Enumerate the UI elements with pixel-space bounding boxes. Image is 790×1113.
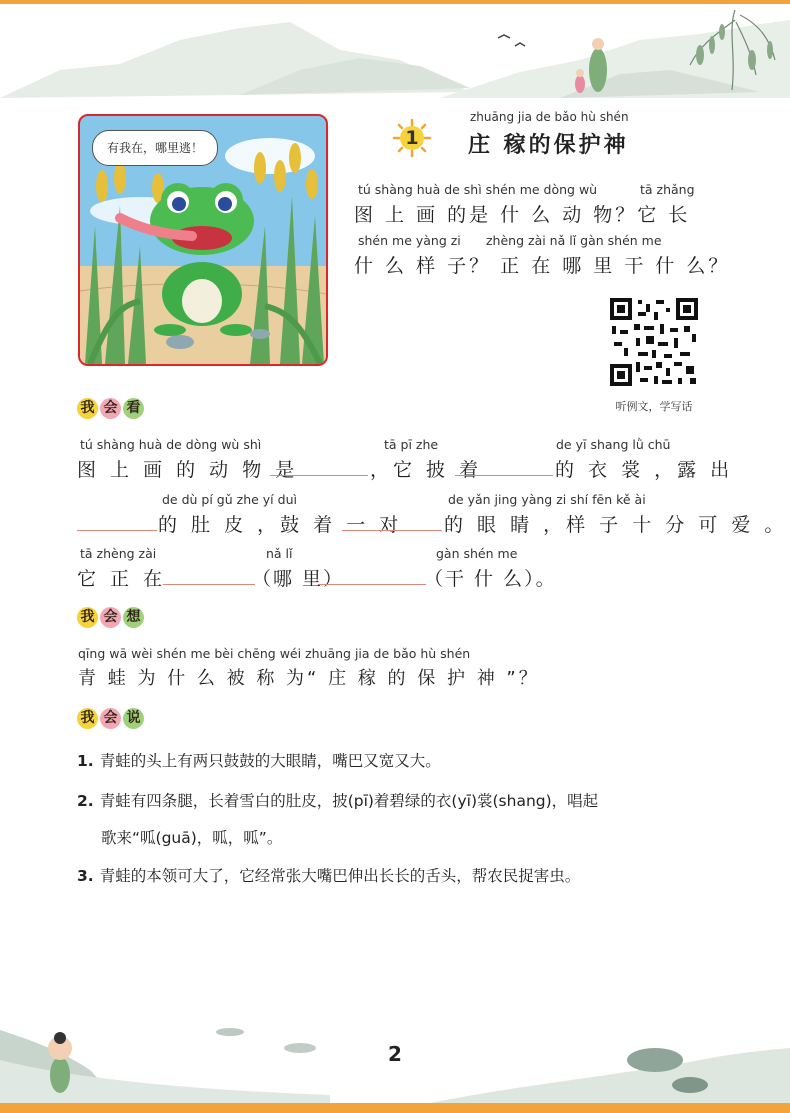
section-look-heading [77,396,147,422]
heading-char: 说 [126,710,141,726]
list-number: 2. [77,792,94,810]
qr-code[interactable] [610,298,698,386]
list-item-continued [101,826,282,848]
list-item [77,864,580,886]
intro-line1-text: 图 上 画 的是 什 么 动 物？它 长 [354,204,691,226]
look-line3-text-3: （干 什 么）。 [424,568,557,590]
mountain-landscape-decoration [0,0,790,100]
intro-line2-pinyin-a: shén me yàng zi [358,233,461,248]
lesson-title: 庄 稼的保护神 [468,133,629,158]
look-line3-pinyin-b: nǎ lǐ [266,546,293,561]
blank-where[interactable] [163,584,255,585]
heading-char: 会 [103,710,118,726]
list-text: 青蛙的头上有两只鼓鼓的大眼睛，嘴巴又宽又大。 [99,752,441,770]
qr-caption: 听例文，学写话 [615,400,693,413]
look-line3-pinyin-c: gàn shén me [436,546,518,561]
blank-animal[interactable] [270,475,368,476]
blank-doing-what[interactable] [318,584,426,585]
list-text: 歌来“呱(guā)，呱，呱”。 [101,829,283,847]
list-item [77,749,441,771]
list-item [77,789,598,811]
look-line1-text-2: ，它 披 着 [370,459,483,481]
page-number: 2 [388,1042,402,1066]
look-line1-pinyin-c: de yī shang lǜ chū [556,437,671,452]
section-think-heading [77,605,147,631]
look-line1-pinyin-a: tú shàng huà de dòng wù shì [80,437,262,452]
heading-char: 想 [126,609,141,625]
look-line2-pinyin-a: de dù pí gǔ zhe yí duì [162,492,297,507]
intro-line2-pinyin-b: zhèng zài nǎ lǐ gàn shén me [486,233,662,248]
list-text: 青蛙有四条腿，长着雪白的肚皮，披(pī)着碧绿的衣(yī)裳(shang)，唱起 [99,792,599,810]
blank-eyes[interactable] [342,530,442,531]
heading-char: 我 [80,400,95,416]
blank-belly[interactable] [77,530,157,531]
list-text: 青蛙的本领可大了，它经常张大嘴巴伸出长长的舌头，帮农民捉害虫。 [99,867,581,885]
intro-line1-pinyin-b: tā zhǎng [640,182,695,197]
intro-line1-pinyin-a: tú shàng huà de shì shén me dòng wù [358,182,598,197]
heading-char: 我 [80,609,95,625]
look-line3-text-2: （哪 里） [252,568,345,590]
look-line3-text-1: 它 正 在 [77,568,167,590]
heading-char: 会 [103,400,118,416]
lesson-title-pinyin: zhuāng jia de bǎo hù shén [470,110,629,124]
list-number: 3. [77,867,94,885]
look-line3-pinyin-a: tā zhèng zài [80,546,157,561]
section-say-heading [77,706,147,732]
list-number: 1. [77,752,94,770]
think-question: 青 蛙 为 什 么 被 称 为“ 庄 稼 的 保 护 神 ”？ [78,668,540,689]
lesson-number-sun [392,118,432,158]
think-pinyin: qīng wā wèi shén me bèi chēng wéi zhuāng jia de bǎo hù shén [78,646,471,661]
heading-char: 看 [126,400,141,416]
heading-char: 我 [80,710,95,726]
bottom-accent-bar [0,1103,790,1113]
speech-bubble [92,130,218,166]
look-line2-text-2: 的 眼 睛 ，样 子 十 分 可 爱 。 [444,514,788,536]
look-line1-text-1: 图 上 画 的 动 物 是 [77,459,299,481]
intro-line2-text: 什 么 样 子？ 正 在 哪 里 干 什 么？ [354,255,731,277]
lesson-number: 1 [405,127,419,149]
heading-char: 会 [103,609,118,625]
frog-illustration [78,114,328,366]
look-line2-pinyin-b: de yǎn jing yàng zi shí fēn kě ài [448,492,646,507]
look-line1-pinyin-b: tā pī zhe [384,437,439,452]
blank-clothes-color[interactable] [455,475,553,476]
look-line2-text-1: 的 肚 皮 ，鼓 着 一 对 [158,514,403,536]
speech-text: 有我在，哪里逃！ [106,141,203,155]
look-line1-text-3: 的 衣 裳 ，露 出 [555,459,734,481]
